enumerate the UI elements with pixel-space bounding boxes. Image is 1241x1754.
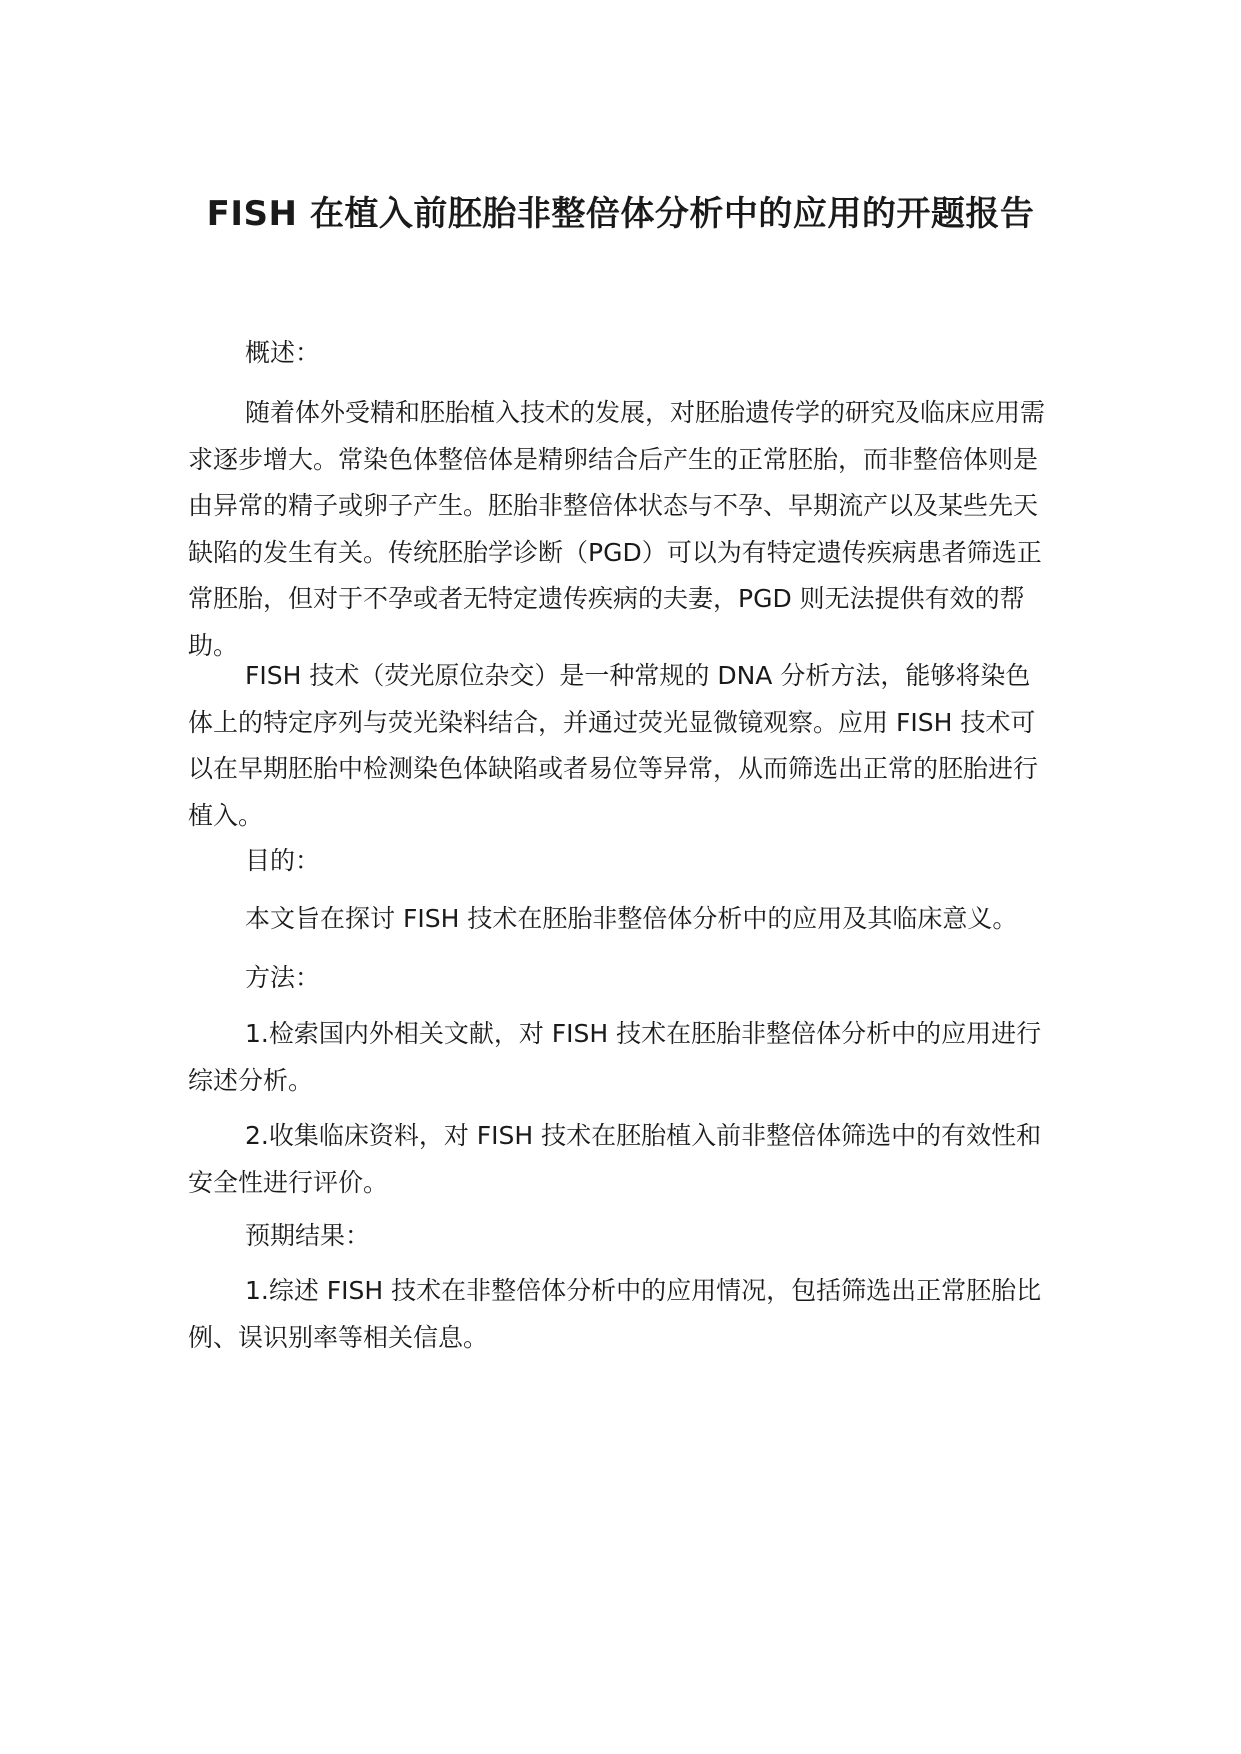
- paragraph-fish-intro: FISH 技术（荧光原位杂交）是一种常规的 DNA 分析方法，能够将染色体上的特定序列与荧光染料结合，并通过荧光显微镜观察。应用 FISH 技术可以在早期胚胎中检测染色体缺陷或者易位等异常，从而筛选出正常的胚胎进行植入。: [188, 661, 1039, 830]
- heading-methods: 方法：: [245, 963, 321, 992]
- method-item-1: 1.检索国内外相关文献，对 FISH 技术在胚胎非整倍体分析中的应用进行综述分析。: [188, 1019, 1042, 1095]
- heading-overview: 概述：: [245, 338, 321, 367]
- heading-objective: 目的：: [245, 846, 321, 875]
- paragraph-background: 随着体外受精和胚胎植入技术的发展，对胚胎遗传学的研究及临床应用需求逐步增大。常染色体整倍体是精卵结合后产生的正常胚胎，而非整倍体则是由异常的精子或卵子产生。胚胎非整倍体状态与不孕、早期流产以及某些先天缺陷的发生有关。传统胚胎学诊断（PGD）可以为有特定遗传疾病患者筛选正常胚胎，但对于不孕或者无特定遗传疾病的夫妻，PGD 则无法提供有效的帮助。: [188, 398, 1046, 660]
- heading-expected-results: 预期结果：: [245, 1221, 371, 1250]
- expected-result-item-1: 1.综述 FISH 技术在非整倍体分析中的应用情况，包括筛选出正常胚胎比例、误识别率等相关信息。: [188, 1276, 1042, 1352]
- paragraph-objective: 本文旨在探讨 FISH 技术在胚胎非整倍体分析中的应用及其临床意义。: [245, 904, 1018, 933]
- method-item-2: 2.收集临床资料，对 FISH 技术在胚胎植入前非整倍体筛选中的有效性和安全性进行评价。: [188, 1121, 1042, 1197]
- document-title: FISH 在植入前胚胎非整倍体分析中的应用的开题报告: [206, 194, 1035, 234]
